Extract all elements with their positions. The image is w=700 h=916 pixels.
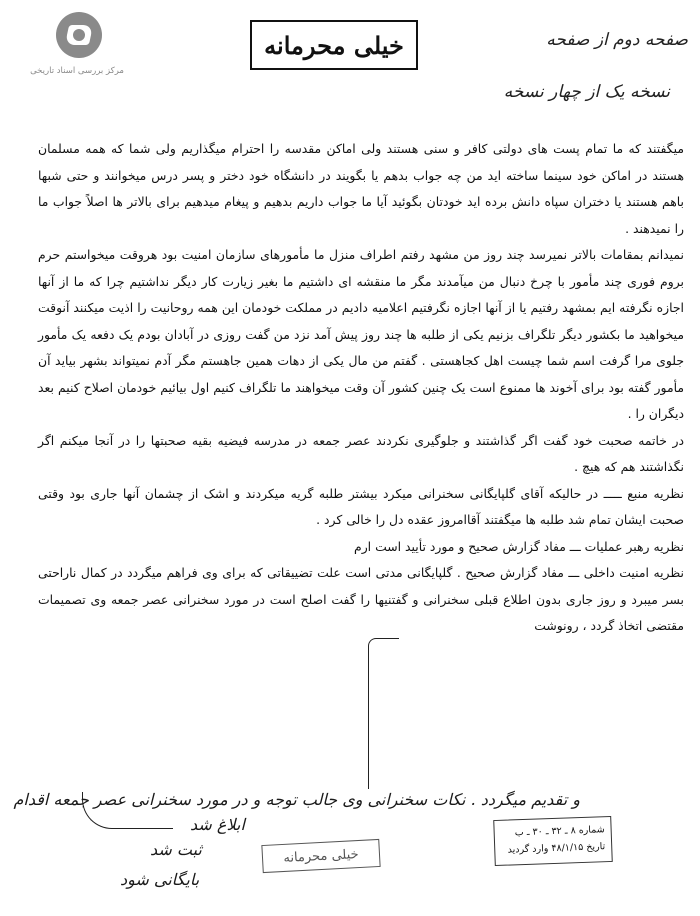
report-body: [38, 136, 684, 640]
copy-count-note: نسخه یک از چهار نسخه: [503, 82, 670, 102]
file-number-stamp: [493, 816, 613, 866]
archive-logo: [12, 12, 142, 82]
paragraph-2: نمیدانم بمقامات بالاتر نمیرسد چند روز من مشهد رفتم اطراف منزل ما مأمورهای سازمان امنیت بود هروقت میخواستم حرم بروم فوری چند مأمور با چرخ دنبال من میآمدند مگر ما منقشه ای داشتیم ما بغیر زیارت کار دیگر نداشتیم چرا که ما از آنها اجازه نگرفته ایم بمشهد رفتیم یا از آنها اجازه نگرفتیم اعلامیه دادیم در مملکت خودمان این همه روحانیت را اذیت میکنند آنوقت میخواهید ما بکشور دیگر تلگراف بزنیم یکی از طلبه ها چند روز پیش آمد نزد من گفت روزی در آبادان بودم یک دفعه یک مأمور جلوی مرا گرفت اسم شما چیست اهل کجاهستی . گفتم من مال یکی از دهات همین جاهستم مگر آدم نمیتواند بشهر بیاید آن مأمور گفته بود برای آخوند ها ممنوع است یک چنین کشور آن وقت میخواهند ما تلگراف کنیم اول بیائیم خودمان اصلاح کنیم بعد دیگران را .: [38, 247, 684, 421]
handwritten-note-a: ابلاغ شد: [190, 815, 245, 834]
paragraph-1: میگفتند که ما تمام پست های دولتی کافر و سنی هستند ولی اماکن مقدسه را احترام میگذاریم ولی شما که همه مسلمان هستند در اماکن خود سینما ساخته اید من چه جواب بدهم یا بگویند در دانشگاه خود دختر و پسر درس میخوانند و حتی شبها باهم هستند یا دختران سپاه دانش برده اید خودتان بگوئید آیا ما جواب داریم بدهیم و پیغام میدهیم برای بالاتر ها اصلاً جواب ما را نمیدهند .: [38, 141, 684, 236]
handwritten-note-c: بایگانی شود: [120, 870, 200, 889]
stamp-number-line: شماره ۸ ـ ۳۲ ـ ۳۰ ـ ب: [514, 824, 605, 839]
handwritten-annotation: و تقدیم میگردد . نکات سخنرانی وی جالب توجه و در مورد سخنرانی عصر جمعه اقدام: [13, 790, 580, 809]
page-count-note: صفحه دوم از صفحه: [546, 30, 688, 50]
paragraph-3: در خاتمه صحبت خود گفت اگر گذاشتند و جلوگیری نکردند عصر جمعه در مدرسه فیضیه بقیه صحبتها را در آنجا میکنم اگر نگذاشتند هم که هیچ .: [38, 432, 684, 474]
operations-lead-opinion: نظریه رهبر عملیات ـــ مفاد گزارش صحیح و مورد تأیید است ارم: [354, 538, 684, 554]
logo-caption: مرکز بررسی اسناد تاریخی: [30, 66, 124, 76]
internal-security-opinion: نظریه امنیت داخلی ـــ مفاد گزارش صحیح . گلپایگانی مدتی است علت تضییقاتی که برای وی فراهم میگردد در کمال ناراحتی بسر میبرد و روز جاری بدون اطلاع قبلی سخنرانی و گفتنیها را گفت اصلح است در مورد سخنرانی عصر جمعه وی تصمیمات مقتضی اتخاذ گردد ، رونوشت: [38, 565, 684, 633]
archive-logo-icon: [56, 12, 102, 58]
classification-stamp: خیلی محرمانه: [261, 839, 380, 873]
handwritten-bracket: [368, 638, 399, 789]
classification-box: خیلی محرمانه: [250, 20, 418, 70]
stamp-date-line: تاریخ ۴۸/۱/۱۵ وارد گردید: [507, 841, 606, 856]
handwritten-note-b: ثبت شد: [150, 840, 202, 859]
source-opinion: نظریه منبع ـــــ در حالیکه آقای گلپایگانی سخنرانی میکرد بیشتر طلبه گریه میکردند و اشک از چشمان آنها جاری بود وقتی صحبت ایشان تمام شد طلبه ها میگفتند آقاامروز عقده دل را خالی کرد .: [38, 485, 684, 527]
